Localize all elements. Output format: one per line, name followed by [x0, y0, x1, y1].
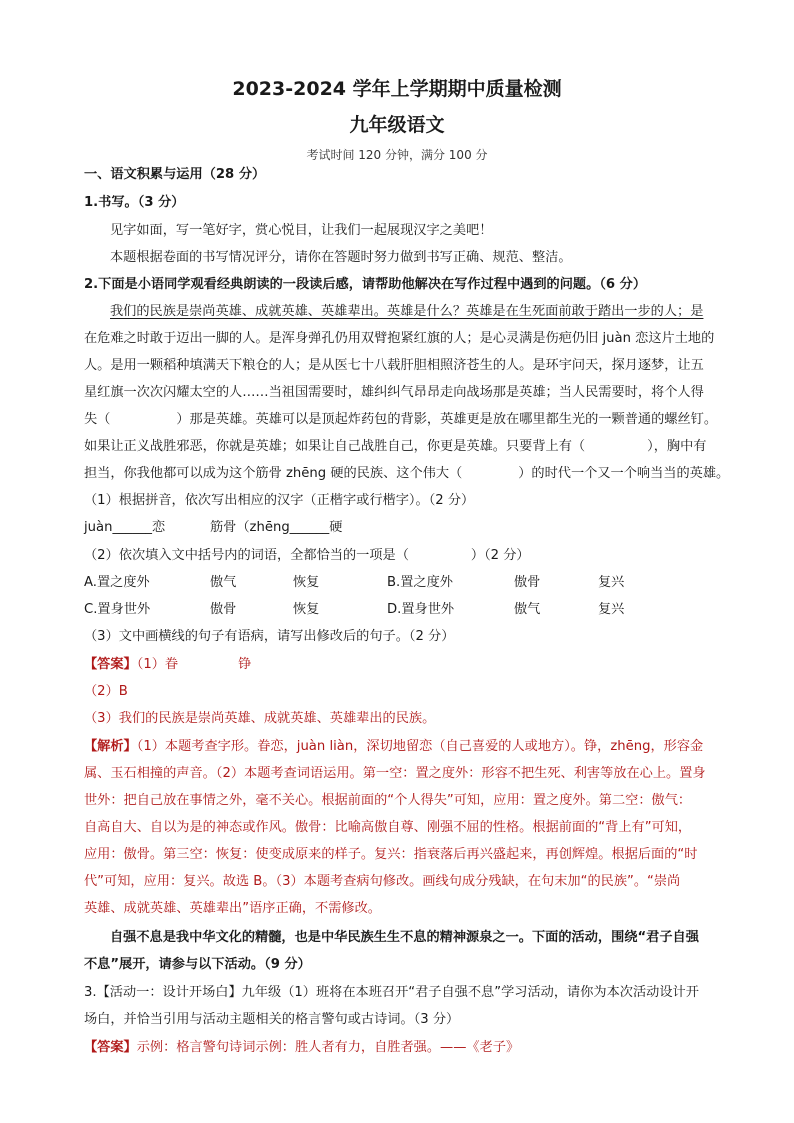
exam-info: 考试时间 120 分钟，满分 100 分: [306, 148, 488, 162]
q2-passage-line-3: 人。是用一颗稻种填满天下粮仓的人；是从医七十八载肝胆相照济苍生的人。是环宇问天，探月逐梦，让五: [84, 358, 704, 373]
q2-passage-line-2: 在危难之时敢于迈出一脚的人。是浑身弹孔仍用双臂抱紧红旗的人；是心灵满是伤疤仍旧 juàn 恋这片土地的: [84, 331, 715, 346]
exam-subject-title: 九年级语文: [349, 114, 445, 136]
option-d-word3: 复兴: [598, 602, 625, 617]
q2-analysis-1: [84, 737, 703, 757]
option-a-word3: 恢复: [293, 575, 320, 590]
q2-analysis-4: 自高自大、自以为是的神态或作风。傲骨：比喻高傲自尊、刚强不屈的性格。根据前面的“背上有”可知，: [84, 820, 692, 835]
exam-title: 2023-2024 学年上学期期中质量检测: [232, 78, 562, 100]
q1-title: 1.书写。（3 分）: [84, 195, 185, 210]
answer-text: 示例：格言警句诗词示例：胜人者有力，自胜者强。——《老子》: [136, 1040, 520, 1055]
q3-line-1: 3.【活动一：设计开场白】九年级（1）班将在本班召开“君子自强不息”学习活动，请你为本次活动设计开: [84, 985, 699, 1000]
option-b-label[interactable]: B.置之度外: [387, 575, 453, 590]
answer-text: 铮: [238, 657, 252, 672]
intro-line-1: 自强不息是我中华文化的精髓，也是中华民族生生不息的精神源泉之一。下面的活动，围绕“君子自强: [110, 930, 699, 945]
option-c-word2: 傲骨: [210, 602, 237, 617]
analysis-text: （1）本题考查字形。眷恋，juàn liàn，深切地留恋（自己喜爱的人或地方）。铮，zhēng，形容金: [136, 739, 704, 754]
passage-text: 失（: [84, 412, 111, 427]
option-a-label[interactable]: A.置之度外: [84, 575, 150, 590]
q2-answer-2: （2）B: [84, 684, 128, 699]
answer-tag: 【答案】: [84, 657, 137, 672]
q2-title: 2.下面是小语同学观看经典朗读的一段读后感，请帮助他解决在写作过程中遇到的问题。（6 分）: [84, 277, 647, 292]
pinyin-blank-2[interactable]: 筋骨（zhēng______硬: [210, 520, 343, 535]
q2-passage-line-1: [110, 302, 703, 322]
option-b-word3: 复兴: [598, 575, 625, 590]
question-text: ）（2 分）: [470, 548, 530, 563]
section1-heading: 一、语文积累与运用（28 分）: [84, 167, 266, 182]
q2-analysis-3: 世外：把自己放在事情之外，毫不关心。根据前面的“个人得失”可知，应用：置之度外。第二空：傲气：: [84, 793, 692, 808]
passage-text: ）那是英雄。英雄可以是顶起炸药包的背影，英雄更是放在哪里都生光的一颗普通的螺丝钉。: [176, 412, 718, 427]
option-a-word2: 傲气: [210, 575, 237, 590]
q2-passage-line-4: 星红旗一次次闪耀太空的人……当祖国需要时，雄纠纠气昂昂走向战场那是英雄；当人民需要时，将个人得: [84, 385, 704, 400]
passage-text: 担当，你我他都可以成为这个筋骨 zhēng 硬的民族、这个伟大（: [84, 466, 463, 481]
q2-answer-1: [84, 655, 251, 675]
passage-text: ）的时代一个又一个响当当的英雄。: [518, 466, 730, 481]
underlined-sentence: 我们的民族是崇尚英雄、成就英雄、英雄辈出。英雄是什么？英雄是在生死面前敢于踏出一步的人；是: [110, 304, 704, 319]
q3-line-2: 场白，并恰当引用与活动主题相关的格言警句或古诗词。（3 分）: [84, 1012, 460, 1027]
q1-text-2: 本题根据卷面的书写情况评分，请你在答题时努力做到书写正确、规范、整洁。: [110, 250, 572, 265]
q2-sub3: （3）文中画横线的句子有语病，请写出修改后的句子。（2 分）: [84, 629, 455, 644]
passage-text: 如果让正义战胜邪恶，你就是英雄；如果让自己战胜自己，你更是英雄。只要背上有（: [84, 439, 586, 454]
q2-sub2: [84, 546, 530, 566]
intro-line-2: 不息”展开，请参与以下活动。（9 分）: [84, 957, 311, 972]
q2-sub1: （1）根据拼音，依次写出相应的汉字（正楷字或行楷字）。（2 分）: [84, 493, 475, 508]
q2-analysis-5: 应用：傲骨。第三空：恢复：使变成原来的样子。复兴：指衰落后再兴盛起来，再创辉煌。根据后面的“时: [84, 847, 698, 862]
q3-answer: [84, 1038, 519, 1058]
option-d-word2: 傲气: [514, 602, 541, 617]
option-b-word2: 傲骨: [514, 575, 541, 590]
question-text: （2）依次填入文中括号内的词语，全都恰当的一项是（: [84, 548, 409, 563]
pinyin-blank-1[interactable]: juàn______恋: [84, 520, 166, 535]
q2-analysis-2: 属、玉石相撞的声音。（2）本题考查词语运用。第一空：置之度外：形容不把生死、利害等放在心上。置身: [84, 766, 706, 781]
analysis-tag: 【解析】: [84, 739, 137, 754]
q2-answer-3: （3）我们的民族是崇尚英雄、成就英雄、英雄辈出的民族。: [84, 711, 436, 726]
q2-passage-line-5: [84, 410, 717, 430]
q2-analysis-6: 代”可知，应用：复兴。故选 B。（3）本题考查病句修改。画线句成分残缺，在句末加“的民族”。“崇尚: [84, 874, 681, 889]
passage-text: ），胸中有: [647, 439, 707, 454]
q1-text-1: 见字如面，写一笔好字，赏心悦目，让我们一起展现汉字之美吧！: [110, 223, 493, 238]
q2-analysis-7: 英雄、成就英雄、英雄辈出”语序正确，不需修改。: [84, 901, 381, 916]
option-c-word3: 恢复: [293, 602, 320, 617]
answer-text: （1）眷: [136, 657, 179, 672]
option-d-label[interactable]: D.置身世外: [387, 602, 455, 617]
option-c-label[interactable]: C.置身世外: [84, 602, 151, 617]
q2-passage-line-7: [84, 464, 729, 484]
answer-tag: 【答案】: [84, 1040, 137, 1055]
q2-passage-line-6: [84, 437, 706, 457]
